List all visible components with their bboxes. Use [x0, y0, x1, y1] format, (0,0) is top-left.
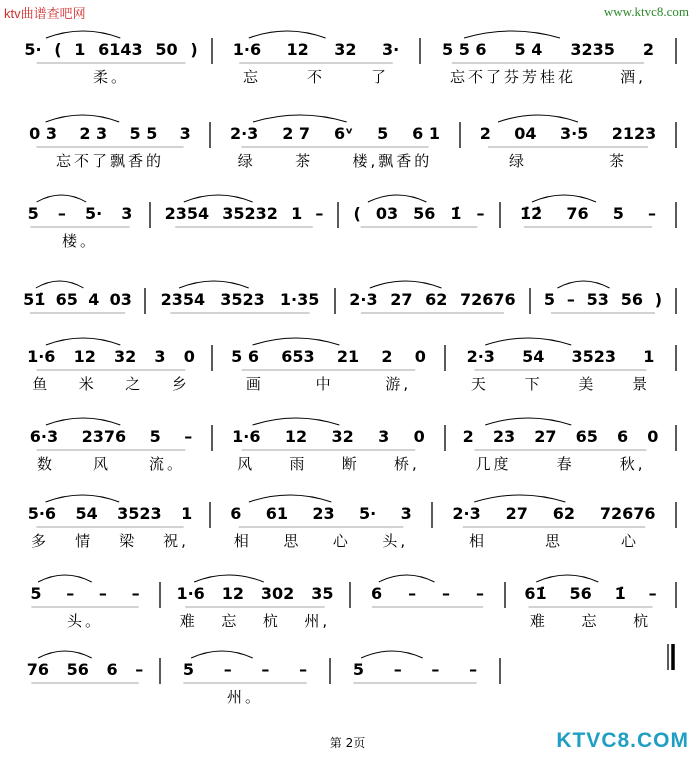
- bar-notes: [220, 347, 437, 369]
- note-group: 04: [514, 124, 537, 143]
- note-group: 1·35: [279, 290, 320, 309]
- lyric-syllable: 情: [75, 532, 94, 550]
- slur-arc: [36, 281, 84, 288]
- slur-arc: [46, 115, 120, 122]
- slur-arc: [46, 495, 120, 502]
- slur-arc: [253, 418, 340, 425]
- note-group: 5 5 6: [441, 40, 487, 59]
- slur-arc: [558, 281, 610, 288]
- note-group: 2·3: [452, 504, 481, 523]
- note-group: 5: [149, 427, 161, 446]
- note-group: 1·6: [176, 584, 205, 603]
- note-group: 302: [260, 584, 295, 603]
- bar-lyrics: [218, 150, 452, 170]
- note-group: ): [190, 40, 198, 59]
- lyric-syllable: 酒,: [620, 68, 646, 86]
- note-group: 27: [390, 290, 413, 309]
- lyric-syllable: 不: [306, 68, 325, 86]
- lyric-syllable: 鱼: [32, 375, 51, 393]
- bar-notes: [218, 124, 452, 146]
- note-group: 5: [377, 124, 389, 143]
- note-group: ): [654, 290, 663, 309]
- note-group: 2 3: [79, 124, 108, 143]
- note-group: –: [135, 660, 144, 679]
- slur-arc: [536, 575, 598, 582]
- lyric-syllable: 中: [315, 375, 334, 393]
- note-group: –: [223, 660, 232, 679]
- note-group: 1: [181, 504, 193, 523]
- note-group: 53: [586, 290, 609, 309]
- slur-arc: [249, 495, 331, 502]
- slur-arc: [253, 115, 347, 122]
- bar-notes: [168, 584, 342, 606]
- score-system: [0, 18, 695, 86]
- note-group: 35232: [222, 204, 278, 223]
- note-group: 1·6: [232, 40, 262, 59]
- lyric-syllable: 头,: [382, 532, 409, 550]
- lyric-syllable: 楼,飘香的: [352, 152, 433, 170]
- slur-arc: [191, 651, 253, 658]
- bar-notes: [18, 504, 202, 526]
- bar-notes: [453, 427, 668, 449]
- note-group: 3523: [571, 347, 617, 366]
- note-group: 1·6: [27, 347, 56, 366]
- bar-notes: [18, 427, 204, 449]
- note-group: 3·: [382, 40, 400, 59]
- note-group: 27: [534, 427, 557, 446]
- lyric-syllable: 流。: [148, 455, 185, 473]
- lyric-syllable: 了: [370, 68, 389, 86]
- bar-notes: [538, 290, 668, 312]
- bar-lyrics: [428, 66, 668, 86]
- lyric-syllable: 心: [332, 532, 351, 550]
- page-number: 第 2页: [329, 736, 366, 750]
- note-group: 6143: [98, 40, 143, 59]
- lyric-syllable: 秋,: [619, 455, 646, 473]
- lyric-syllable: 祝,: [163, 532, 189, 550]
- lyric-syllable: 相: [468, 532, 487, 550]
- bar-lyrics: [18, 230, 142, 250]
- lyric-syllable: 心: [620, 532, 639, 550]
- slur-arc: [249, 31, 326, 38]
- note-group: 61̇: [524, 584, 547, 603]
- bar-notes: [343, 290, 522, 312]
- note-group: (: [353, 204, 361, 223]
- lyric-syllable: 思: [283, 532, 302, 550]
- bar-notes: [218, 504, 424, 526]
- bar-lyrics: [220, 453, 437, 473]
- bar-lyrics: [18, 453, 204, 473]
- bar-lyrics: [220, 373, 437, 393]
- note-group: –: [408, 584, 417, 603]
- bar-notes: [18, 290, 137, 312]
- bar-lyrics: [18, 610, 152, 630]
- note-group: –: [469, 660, 478, 679]
- lyric-syllable: 画: [245, 375, 264, 393]
- note-group: 1̇: [450, 204, 462, 223]
- note-group: 72676: [460, 290, 516, 309]
- lyric-syllable: 雨: [289, 455, 308, 473]
- lyric-syllable: 杭: [262, 612, 281, 630]
- note-group: 2·3: [349, 290, 378, 309]
- slur-arc: [194, 575, 264, 582]
- slur-arc: [46, 418, 120, 425]
- note-group: 65: [575, 427, 598, 446]
- note-group: 32: [334, 40, 357, 59]
- slur-arc: [532, 195, 596, 202]
- note-group: –: [442, 584, 451, 603]
- bar-notes: [18, 347, 204, 369]
- note-group: 2: [479, 124, 491, 143]
- note-group: 2: [642, 40, 654, 59]
- note-group: 2 7: [282, 124, 311, 143]
- lyric-syllable: 梁: [119, 532, 138, 550]
- note-group: 6·3: [29, 427, 59, 446]
- note-group: 62: [552, 504, 576, 523]
- note-group: –: [299, 660, 308, 679]
- watermark-top-right: www.ktvc8.com: [603, 4, 689, 19]
- lyric-syllable: 多: [31, 532, 50, 550]
- note-group: 5 6: [231, 347, 259, 366]
- note-group: (: [54, 40, 62, 59]
- note-group: 3523: [220, 290, 265, 309]
- slur-arc: [37, 195, 87, 202]
- score-system: [0, 268, 695, 332]
- note-group: 3: [400, 504, 412, 523]
- lyric-syllable: 头。: [66, 612, 103, 630]
- note-group: 0: [647, 427, 659, 446]
- lyric-syllable: 几度: [475, 455, 512, 473]
- score-system: [0, 405, 695, 473]
- slur-arc: [485, 338, 571, 345]
- note-group: 27: [505, 504, 528, 523]
- lyric-syllable: 美: [578, 375, 597, 393]
- note-group: 5·: [84, 204, 103, 223]
- note-group: 1·6: [232, 427, 261, 446]
- note-group: 0 3: [29, 124, 57, 143]
- lyric-syllable: 州,: [304, 612, 331, 630]
- bar-notes: [18, 660, 152, 682]
- bar-notes: [220, 40, 412, 62]
- note-group: 76: [566, 204, 589, 223]
- lyric-syllable: 难: [179, 612, 198, 630]
- note-group: 56: [66, 660, 89, 679]
- note-group: –: [315, 204, 324, 223]
- slur-arc: [464, 31, 560, 38]
- note-group: 72676: [599, 504, 656, 523]
- note-group: 61: [265, 504, 288, 523]
- bar-notes: [358, 584, 497, 606]
- note-group: 2·3: [466, 347, 495, 366]
- note-group: –: [131, 584, 140, 603]
- note-group: 6: [370, 584, 383, 603]
- note-group: 12: [284, 427, 308, 446]
- score-system: [0, 182, 695, 250]
- lyric-syllable: 难: [529, 612, 548, 630]
- note-group: 5·6: [27, 504, 57, 523]
- bar-notes: [220, 427, 437, 449]
- note-group: 12: [286, 40, 309, 59]
- lyric-syllable: 杭: [633, 612, 652, 630]
- lyric-syllable: 忘: [581, 612, 600, 630]
- bar-lyrics: [18, 373, 204, 393]
- bar-lyrics: [220, 66, 412, 86]
- lyric-syllable: 乡: [171, 375, 190, 393]
- note-group: 6: [106, 660, 118, 679]
- lyric-syllable: 景: [632, 375, 651, 393]
- lyric-syllable: 绿: [237, 152, 256, 170]
- note-group: 56: [620, 290, 643, 309]
- lyric-syllable: 风: [237, 455, 256, 473]
- lyric-syllable: 天: [470, 375, 489, 393]
- note-group: 54: [75, 504, 98, 523]
- note-group: 1: [291, 204, 303, 223]
- note-group: 76: [26, 660, 50, 679]
- note-group: 56: [569, 584, 592, 603]
- note-group: 62: [425, 290, 448, 309]
- note-group: 653: [281, 347, 315, 366]
- bar-notes: [18, 124, 202, 146]
- note-group: 5·: [359, 504, 377, 523]
- note-group: 2354: [164, 204, 210, 223]
- note-group: 3: [378, 427, 390, 446]
- lyric-syllable: 绿: [508, 152, 527, 170]
- lyric-syllable: 之: [125, 375, 144, 393]
- note-group: 50: [155, 40, 178, 59]
- note-group: 3·5: [559, 124, 589, 143]
- watermark-bottom-right: KTVC8.COM: [556, 729, 689, 752]
- note-group: 2354: [160, 290, 206, 309]
- lyric-syllable: 数: [36, 455, 55, 473]
- bar-notes: [18, 40, 204, 62]
- note-group: 6ᵛ: [333, 124, 354, 143]
- note-group: 56: [413, 204, 436, 223]
- lyric-syllable: 桥,: [394, 455, 420, 473]
- note-group: 6: [617, 427, 629, 446]
- score-system: [0, 562, 695, 630]
- lyric-syllable: 春: [556, 455, 575, 473]
- note-group: –: [57, 204, 66, 223]
- note-group: 3235: [570, 40, 615, 59]
- note-group: 2: [462, 427, 474, 446]
- note-group: –: [184, 427, 193, 446]
- note-group: 32: [331, 427, 354, 446]
- bar-lyrics: [168, 610, 342, 630]
- note-group: 4: [88, 290, 100, 309]
- bar-notes: [18, 204, 142, 226]
- lyric-syllable: 忘: [221, 612, 240, 630]
- bar-notes: [453, 347, 668, 369]
- bar-lyrics: [218, 530, 424, 550]
- note-group: 54: [522, 347, 545, 366]
- bar-notes: [158, 204, 330, 226]
- note-group: 1: [643, 347, 655, 366]
- note-group: –: [648, 584, 657, 603]
- bar-lyrics: [453, 453, 668, 473]
- note-group: 2·3: [229, 124, 259, 143]
- note-group: 5: [182, 660, 194, 679]
- note-group: –: [66, 584, 75, 603]
- bar-notes: [153, 290, 327, 312]
- bar-lyrics: [513, 610, 668, 630]
- bar-notes: [468, 124, 668, 146]
- note-group: 5: [30, 584, 42, 603]
- slur-arc: [253, 338, 340, 345]
- slur-arc: [368, 195, 426, 202]
- note-group: 21: [336, 347, 360, 366]
- score-system: [0, 482, 695, 550]
- slur-arc: [361, 651, 423, 658]
- note-group: 3: [179, 124, 191, 143]
- lyric-syllable: 米: [78, 375, 97, 393]
- bar-notes: [338, 660, 492, 682]
- bar-notes: [18, 584, 152, 606]
- note-group: 6: [230, 504, 242, 523]
- note-group: –: [566, 290, 575, 309]
- note-group: 23: [492, 427, 516, 446]
- watermark-top-left: ktv曲谱查吧网: [4, 6, 86, 21]
- bar-lyrics: [453, 373, 668, 393]
- bar-lyrics: [168, 686, 322, 706]
- note-group: 35: [311, 584, 334, 603]
- note-group: 12: [221, 584, 244, 603]
- slur-arc: [184, 195, 253, 202]
- slur-arc: [379, 575, 435, 582]
- lyric-syllable: 忘不了芬芳桂花: [450, 68, 577, 86]
- note-group: 23: [312, 504, 335, 523]
- lyric-syllable: 思: [544, 532, 563, 550]
- note-group: 3: [154, 347, 166, 366]
- bar-lyrics: [18, 530, 202, 550]
- note-group: 65: [55, 290, 78, 309]
- bar-lyrics: [468, 150, 668, 170]
- slur-arc: [38, 651, 92, 658]
- note-group: 03: [109, 290, 132, 309]
- bar-notes: [440, 504, 668, 526]
- slur-arc: [179, 281, 249, 288]
- note-group: 5: [543, 290, 556, 309]
- note-group: 2: [381, 347, 393, 366]
- note-group: 1̇2̇: [520, 204, 543, 223]
- slur-arc: [38, 575, 92, 582]
- bar-lyrics: [440, 530, 668, 550]
- note-group: 32: [114, 347, 137, 366]
- slur-arc: [474, 495, 565, 502]
- note-group: 3523: [117, 504, 162, 523]
- lyric-syllable: 下: [524, 375, 543, 393]
- lyric-syllable: 茶: [295, 152, 314, 170]
- lyric-syllable: 相: [233, 532, 252, 550]
- lyric-syllable: 楼。: [61, 232, 98, 250]
- score-system: [0, 638, 695, 706]
- note-group: 0: [413, 427, 425, 446]
- note-group: 6 1: [412, 124, 440, 143]
- note-group: 0: [183, 347, 195, 366]
- bar-notes: [513, 584, 668, 606]
- bar-notes: [508, 204, 668, 226]
- lyric-syllable: 茶: [608, 152, 627, 170]
- score-system: [0, 102, 695, 170]
- note-group: –: [476, 204, 485, 223]
- note-group: –: [393, 660, 402, 679]
- note-group: 5: [352, 660, 364, 679]
- note-group: –: [98, 584, 107, 603]
- slur-arc: [46, 338, 120, 345]
- bar-notes: [168, 660, 322, 682]
- note-group: 5·: [24, 40, 42, 59]
- note-group: 12: [73, 347, 96, 366]
- bar-lyrics: [18, 150, 202, 170]
- bar-notes: [346, 204, 492, 226]
- note-group: 5: [612, 204, 624, 223]
- lyric-syllable: 游,: [385, 375, 412, 393]
- note-group: –: [475, 584, 484, 603]
- note-group: 5: [27, 204, 39, 223]
- bar-lyrics: [18, 66, 204, 86]
- lyric-syllable: 断: [341, 455, 360, 473]
- note-group: –: [647, 204, 656, 223]
- note-group: 3: [121, 204, 133, 223]
- bar-notes: [428, 40, 668, 62]
- note-group: 2376: [81, 427, 127, 446]
- slur-arc: [370, 281, 442, 288]
- lyric-syllable: 忘: [242, 68, 261, 86]
- note-group: 2123: [611, 124, 657, 143]
- note-group: –: [261, 660, 270, 679]
- lyric-syllable: 风: [92, 455, 111, 473]
- lyric-syllable: 忘不了飘香的: [55, 152, 164, 170]
- slur-arc: [485, 418, 571, 425]
- slur-arc: [46, 31, 120, 38]
- score-system: [0, 325, 695, 393]
- note-group: 03: [375, 204, 399, 223]
- slur-arc: [498, 115, 578, 122]
- note-group: 1: [74, 40, 86, 59]
- lyric-syllable: 柔。: [92, 68, 129, 86]
- note-group: 5 5: [129, 124, 158, 143]
- note-group: –: [431, 660, 440, 679]
- note-group: 5 4: [514, 40, 543, 59]
- note-group: 0: [414, 347, 426, 366]
- note-group: 51̇: [23, 290, 46, 309]
- note-group: 1̇: [614, 584, 626, 603]
- lyric-syllable: 州。: [226, 688, 263, 706]
